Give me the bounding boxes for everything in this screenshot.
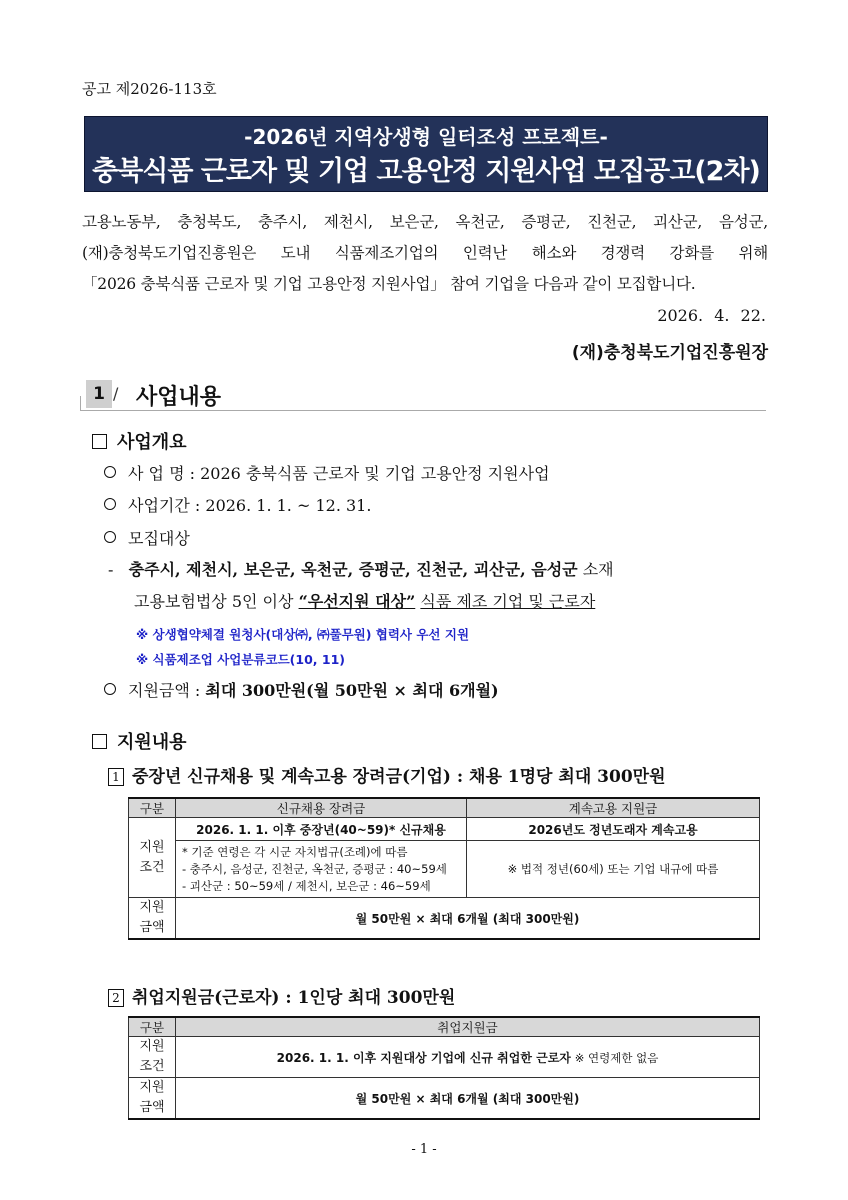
- section-slash-mark: /: [113, 384, 119, 403]
- overview-heading-text: 사업개요: [117, 432, 187, 453]
- support-heading-text: 지원내용: [117, 732, 187, 753]
- cond-label: 지원 조건: [129, 818, 176, 898]
- continued-note: ※ 법적 정년(60세) 또는 기업 내규에 따름: [467, 841, 760, 898]
- publish-date: 2026. 4. 22.: [657, 306, 766, 325]
- cond-text: 2026. 1. 1. 이후 지원대상 기업에 신규 취업한 근로자: [276, 1050, 571, 1065]
- target-suffix: 소재: [582, 560, 614, 579]
- circle-bullet-icon: [104, 531, 116, 543]
- cond-note: ※ 연령제한 없음: [574, 1050, 659, 1065]
- square-bullet-icon: [92, 434, 107, 449]
- amount-label: 지원금액 :: [128, 681, 206, 700]
- col-employment-support: 취업지원금: [176, 1017, 760, 1037]
- section-left-tick: [80, 396, 81, 410]
- new-hire-main: 2026. 1. 1. 이후 중장년(40~59)* 신규채용: [176, 818, 467, 841]
- item-target: [104, 526, 190, 549]
- sub1-title: 중장년 신규채용 및 계속고용 장려금(기업) : 채용 1명당 최대 300만원: [132, 767, 666, 787]
- sub2-number: 2: [108, 989, 124, 1007]
- section-header: [80, 380, 766, 410]
- table-header-row: [129, 1017, 760, 1037]
- target-criteria-c: 식품 제조 기업 및 근로자: [420, 592, 596, 611]
- col-continued: 계속고용 지원금: [467, 798, 760, 818]
- item-support-amount: [104, 678, 499, 701]
- circle-bullet-icon: [104, 498, 116, 510]
- table-row: [129, 1078, 760, 1120]
- section-title: 사업내용: [136, 385, 222, 410]
- new-hire-note-1: * 기준 연령은 각 시군 자치법규(조례)에 따름: [182, 844, 408, 859]
- sub1-number: 1: [108, 768, 124, 786]
- cond-label: 지원 조건: [129, 1037, 176, 1078]
- notice-number: 공고 제2026-113호: [82, 80, 217, 98]
- note-industry-code: ※ 식품제조업 사업분류코드(10, 11): [136, 652, 345, 667]
- item-business-name: [104, 461, 550, 484]
- table-row: [129, 898, 760, 940]
- target-criteria-a: 고용보험법상 5인 이상: [134, 592, 294, 611]
- new-hire-note-2: - 충주시, 음성군, 진천군, 옥천군, 증평군 : 40~59세: [182, 861, 447, 876]
- title-banner: [84, 116, 768, 192]
- col-gubun: 구분: [129, 798, 176, 818]
- sub2-title: 취업지원금(근로자) : 1인당 최대 300만원: [132, 988, 456, 1008]
- overview-heading: [92, 428, 187, 454]
- sub2-heading: [108, 983, 455, 1008]
- table-row: [129, 1037, 760, 1078]
- employer-incentive-table: [128, 797, 760, 940]
- business-name-text: 사 업 명 : 2026 충북식품 근로자 및 기업 고용안정 지원사업: [128, 464, 550, 483]
- amount-label: 지원 금액: [129, 898, 176, 940]
- page-number: - 1 -: [411, 1142, 437, 1157]
- section-number: 1: [86, 380, 112, 408]
- sub1-heading: [108, 762, 666, 787]
- banner-subtitle: -2026년 지역상생형 일터조성 프로젝트-: [244, 125, 608, 149]
- target-criteria-b: “우선지원 대상”: [298, 592, 416, 611]
- target-regions: 충주시, 제천시, 보은군, 옥천군, 증평군, 진천군, 괴산군, 음성군: [128, 560, 578, 579]
- support-heading: [92, 728, 187, 754]
- new-hire-notes: [176, 841, 467, 898]
- col-new-hire: 신규채용 장려금: [176, 798, 467, 818]
- banner-title: 충북식품 근로자 및 기업 고용안정 지원사업 모집공고(2차): [92, 156, 760, 187]
- item-business-period: [104, 493, 371, 516]
- target-regions-line: [108, 557, 614, 580]
- business-period-text: 사업기간 : 2026. 1. 1. ~ 12. 31.: [128, 496, 372, 515]
- issuer: (재)충청북도기업진흥원장: [571, 343, 768, 363]
- target-criteria-line: [134, 589, 595, 612]
- section-underline: [80, 410, 766, 411]
- circle-bullet-icon: [104, 466, 116, 478]
- cond-value: [176, 1037, 760, 1078]
- amount-value: 월 50만원 × 최대 6개월 (최대 300만원): [176, 898, 760, 940]
- col-gubun: 구분: [129, 1017, 176, 1037]
- amount-value: 월 50만원 × 최대 6개월 (최대 300만원): [176, 1078, 760, 1120]
- note-priority-support: ※ 상생협약체결 원청사(대상㈜, ㈜풀무원) 협력사 우선 지원: [136, 627, 470, 642]
- worker-support-table: [128, 1016, 760, 1120]
- intro-line-1: 고용노동부, 충청북도, 충주시, 제천시, 보은군, 옥천군, 증평군, 진천군, 괴산군, 음성군,: [82, 213, 768, 231]
- intro-line-3: 「2026 충북식품 근로자 및 기업 고용안정 지원사업」 참여 기업을 다음과 같이 모집합니다.: [82, 275, 696, 293]
- amount-value: 최대 300만원(월 50만원 × 최대 6개월): [205, 681, 499, 700]
- continued-main: 2026년도 정년도래자 계속고용: [467, 818, 760, 841]
- amount-label: 지원 금액: [129, 1078, 176, 1120]
- target-dash: -: [108, 560, 114, 579]
- new-hire-note-3: - 괴산군 : 50~59세 / 제천시, 보은군 : 46~59세: [182, 878, 431, 893]
- table-row: [129, 818, 760, 841]
- square-bullet-icon: [92, 734, 107, 749]
- table-header-row: [129, 798, 760, 818]
- target-label: 모집대상: [128, 529, 190, 548]
- circle-bullet-icon: [104, 683, 116, 695]
- intro-line-2: (재)충청북도기업진흥원은 도내 식품제조기업의 인력난 해소와 경쟁력 강화를 위해: [82, 244, 768, 262]
- table-row: [129, 841, 760, 898]
